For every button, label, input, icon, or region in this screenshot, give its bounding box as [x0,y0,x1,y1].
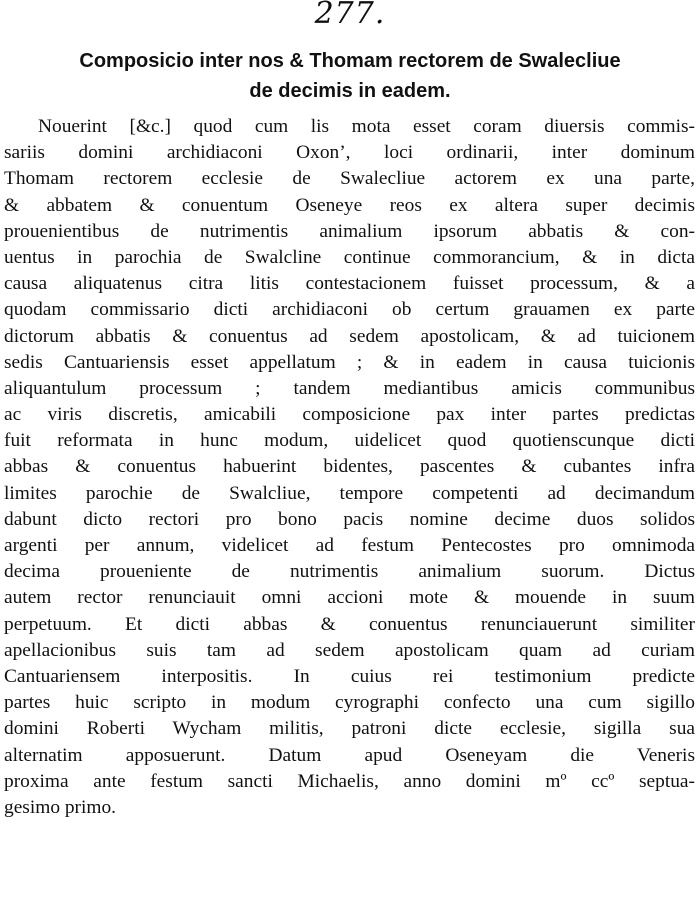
document-heading [6,46,694,106]
text-line: uentus in parochia de Swalcline continue commorancium, & in dicta [4,246,695,268]
text-line: Nouerint [&c.] quod cum lis mota esset coram diuersis commis- [38,116,695,137]
text-line: gesimo primo. [4,796,117,818]
text-line: decima proueniente de nutrimentis animalium suorum. Dictus [4,561,695,583]
text-line: alternatim apposuerunt. Datum apud Oseneyam die Veneris [4,744,695,766]
heading-line: Composicio inter nos & Thomam rectorem de Swalecliue [79,50,621,72]
text-line: Thomam rectorem ecclesie de Swalecliue actorem ex una parte, [4,168,695,190]
text-line: aliquantulum processum ; tandem mediantibus amicis communibus [4,377,695,399]
text-line: quodam commissario dicti archidiaconi ob certum grauamen ex parte [4,299,695,321]
text-line: proxima ante festum sancti Michaelis, anno domini mº ccº septua- [4,770,695,792]
page-number: 277. [314,0,386,31]
text-line: abbas & conuentus habuerint bidentes, pascentes & cubantes infra [4,456,695,478]
text-line: prouenientibus de nutrimentis animalium ipsorum abbatis & con- [4,220,695,242]
text-line: sariis domini archidiaconi Oxon’, loci ordinarii, inter dominum [4,142,695,164]
text-line: perpetuum. Et dicti abbas & conuentus renunciauerunt similiter [4,613,695,635]
text-line: ac viris discretis, amicabili composicione pax inter partes predictas [4,404,695,426]
heading-line: de decimis in eadem. [249,80,451,102]
text-line: dictorum abbatis & conuentus ad sedem apostolicam, & ad tuicionem [4,325,695,347]
text-line: fuit reformata in hunc modum, uidelicet quod quotienscunque dicti [4,430,695,452]
text-line: domini Roberti Wycham militis, patroni dicte ecclesie, sigilla sua [4,718,695,740]
text-line: autem rector renunciauit omni accioni mote & mouende in suum [4,587,695,609]
text-line: dabunt dicto rectori pro bono pacis nomine decime duos solidos [4,508,695,530]
text-line: causa aliquatenus citra litis contestacionem fuisset processum, & a [4,273,695,295]
charter-text [4,114,695,821]
text-line: partes huic scripto in modum cyrographi confecto una cum sigillo [4,692,695,714]
text-line: limites parochie de Swalcliue, tempore competenti ad decimandum [4,482,695,504]
text-line: argenti per annum, videlicet ad festum Pentecostes pro omnimoda [4,535,695,556]
text-line: sedis Cantuariensis esset appellatum ; & in eadem in causa tuicionis [4,351,695,373]
text-line: apellacionibus suis tam ad sedem apostolicam quam ad curiam [4,639,695,661]
text-line: & abbatem & conuentum Oseneye reos ex altera super decimis [4,194,695,216]
text-line: Cantuariensem interpositis. In cuius rei testimonium predicte [4,665,695,687]
